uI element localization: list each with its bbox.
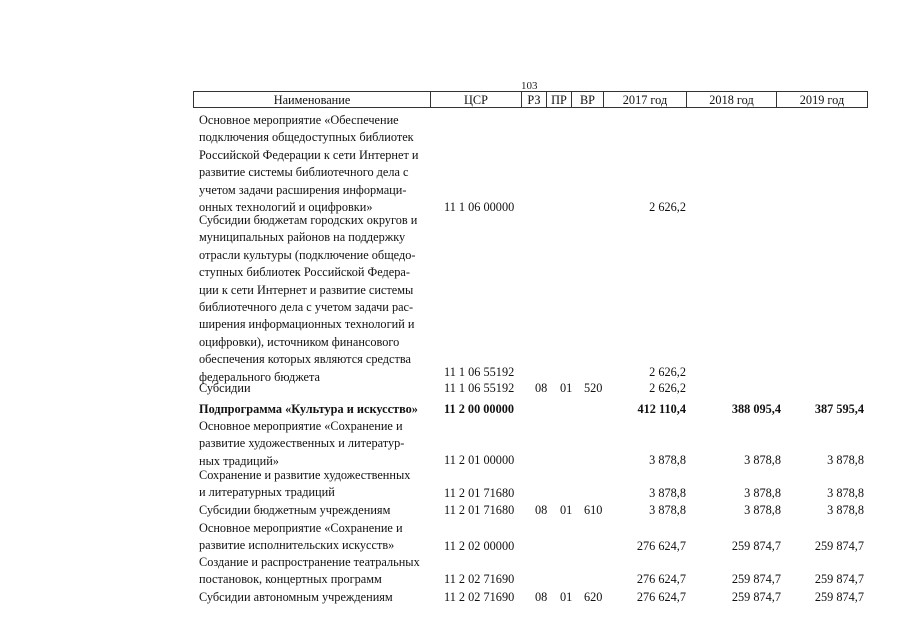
row-vr: 610	[584, 503, 603, 517]
row-2018: 259 874,7	[731, 572, 781, 586]
row-2017: 276 624,7	[636, 572, 686, 586]
row-name: Субсидии автономным учреждениям	[199, 590, 393, 604]
row-name: Основное мероприятие «Сохранение и развитие художественных и литератур- ных традиций»	[199, 419, 405, 468]
row-name: Субсидии бюджетам городских округов и муниципальных районов на поддержку отрасли культуры (подключение общедо- ступных библиотек Российской Федера- ции к сети Интернет и развитие системы библиотечного дела с учетом задачи рас- ширения информационных технологий и оцифровки), источником финансового обеспечения которых являются средства федерального бюджета	[199, 213, 418, 384]
row-2017: 2 626,2	[649, 200, 686, 214]
row-2019: 3 878,8	[827, 503, 864, 517]
row-name: Основное мероприятие «Сохранение и развитие исполнительских искусств»	[199, 521, 403, 553]
row-2019: 259 874,7	[814, 572, 864, 586]
row-2018: 259 874,7	[731, 590, 781, 604]
row-csr: 11 2 00 00000	[444, 402, 515, 416]
header-vr: ВР	[572, 92, 604, 107]
header-2019: 2019 год	[799, 93, 845, 107]
row-2017: 2 626,2	[649, 381, 686, 395]
row-2017: 276 624,7	[636, 539, 686, 553]
row-2019: 3 878,8	[827, 453, 864, 467]
row-rz: 08	[535, 590, 548, 604]
header-rz: РЗ	[522, 92, 547, 107]
row-name: Субсидии бюджетным учреждениям	[199, 503, 391, 517]
row-2017: 3 878,8	[649, 503, 686, 517]
row-csr: 11 1 06 00000	[444, 200, 515, 214]
row-name: Основное мероприятие «Обеспечение подключения общедоступных библиотек Российской Федерации к сети Интернет и развитие системы библиотечного дела с учетом задачи расширения информаци- онных технологий и оцифровки»	[199, 113, 419, 215]
row-vr: 620	[584, 590, 603, 604]
row-2018: 3 878,8	[744, 486, 781, 500]
row-pr: 01	[560, 503, 573, 517]
row-vr: 520	[584, 381, 603, 395]
row-pr: 01	[560, 590, 573, 604]
table-header	[193, 91, 868, 108]
row-2017: 3 878,8	[649, 453, 686, 467]
row-2019: 259 874,7	[814, 590, 864, 604]
row-csr: 11 1 06 55192	[444, 365, 515, 379]
row-2017: 3 878,8	[649, 486, 686, 500]
row-rz: 08	[535, 503, 548, 517]
row-2019: 387 595,4	[814, 402, 864, 416]
row-rz: 08	[535, 381, 548, 395]
row-name: Создание и распространение театральных постановок, концертных программ	[199, 555, 420, 587]
row-2019: 259 874,7	[814, 539, 864, 553]
row-2018: 3 878,8	[744, 453, 781, 467]
row-csr: 11 2 01 00000	[444, 453, 515, 467]
row-2019: 3 878,8	[827, 486, 864, 500]
row-csr: 11 2 02 71690	[444, 590, 515, 604]
row-2018: 388 095,4	[731, 402, 781, 416]
row-2018: 259 874,7	[731, 539, 781, 553]
row-name: Подпрограмма «Культура и искусство»	[199, 402, 418, 416]
row-csr: 11 2 02 00000	[444, 539, 515, 553]
row-2017: 412 110,4	[637, 402, 686, 416]
row-csr: 11 2 02 71690	[444, 572, 515, 586]
row-2017: 276 624,7	[636, 590, 686, 604]
row-name: Субсидии	[199, 381, 251, 395]
row-2017: 2 626,2	[649, 365, 686, 379]
header-2018: 2018 год	[687, 92, 777, 107]
header-2017: 2017 год	[604, 92, 687, 107]
row-csr: 11 2 01 71680	[444, 503, 515, 517]
row-csr: 11 2 01 71680	[444, 486, 515, 500]
row-csr: 11 1 06 55192	[444, 381, 515, 395]
header-name: Наименование	[194, 92, 431, 107]
header-csr: ЦСР	[431, 92, 522, 107]
row-2018: 3 878,8	[744, 503, 781, 517]
row-name: Сохранение и развитие художественных и литературных традиций	[199, 468, 411, 500]
header-pr: ПР	[547, 92, 572, 107]
row-pr: 01	[560, 381, 573, 395]
page-number: 103	[521, 80, 538, 92]
